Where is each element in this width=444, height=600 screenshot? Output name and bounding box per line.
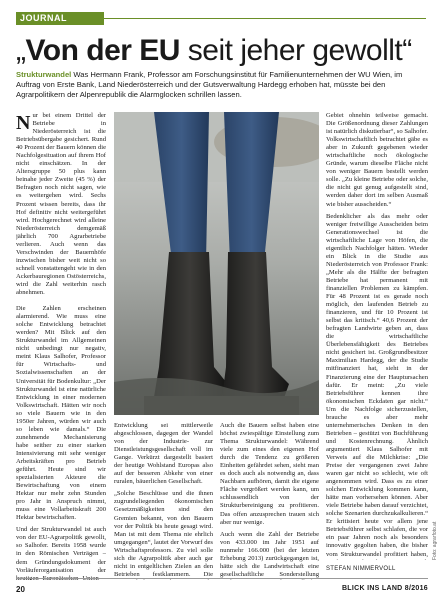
column-1-paragraph-3: Und der Strukturwandel ist auch von der EU-Agrarpolitik gewollt, so Salhofer. Bereits 1958 wurde in den Römischen Verträgen – dem Gründungsdokument der Vorläuferorganisation der — [16, 526, 106, 574]
lead-text: Was Hermann Frank, Professor am Forschungsinstitut für Familienunternehmen der WU Wien, im Auftrag von Erste Bank, Land Niederösterreich und der Gutsverwaltung Hardegg erhoben hat, müsste bei den Agrarpolitikern der Alpenrepublik die Alarmglocken schrillen lassen. — [16, 70, 403, 99]
page-number: 20 — [16, 585, 25, 594]
photo-credit: Foto: agrarfoto.at — [432, 521, 438, 560]
column-1-paragraph-1-text: ur bei einem Drittel der Betriebe in Niederösterreich ist die Betriebsübergabe gesichert. Rund 40 Prozent der Bauern können die Nachfolgesituation auf ihrem Hof nicht einschätzen. In der Altersgruppe 50 plus kann beinahe jeder Zweite (45 %) der Befragten noch nicht sagen, wie es weitergehen wird. Sechs Prozent wissen bereits, dass ihr Hof definitiv nicht weitergeführt wird. Hochgerechnet wird alleine Niederösterreich demgemäß jährlich 700 Agrarbetriebe verlieren. Auch wenn das Verschwinden der Bauernhöfe inzwischen bisher weit nicht so schnell vonstattengeht wie in den Ackerbauregionen Ostösterreichs, wird die Zahl weiterhin rasch abnehmen. — [16, 112, 106, 297]
article-column-3 — [220, 422, 319, 580]
column-1-paragraph-1 — [16, 112, 106, 297]
drop-cap: N — [16, 112, 31, 134]
column-3-paragraph-1: Auch die Bauern selbst haben eine höchst zwiespältige Einstellung zum Thema Strukturwandel: Während viele zum eines den eigenen Hof durch die Tendenz zu größeren Einheiten gefährdet sehen, sieht man es doch auch als notwendig an, dass Nachbarn aufhören, damit die eigene Fläche vergrößert werden kann, um schlussendlich von der Strukturbereinigung zu profitieren. Das offen anzusprechen trauen sich aber nur wenige. — [220, 422, 319, 526]
lead-kicker: Strukturwandel — [16, 70, 72, 79]
column-2-paragraph-1: Entwicklung sei mittlerweile abgeschlossen, dagegen der Wandel von der Industrie- zur Dienstleistungsgesellschaft voll im Gange. Verkürzt dargestellt basiert der heutige Wohlstand Europas also auf der besseren Abkehr von einer ruralen, bäuerlichen Gesellschaft. — [114, 422, 213, 486]
column-4-paragraph-2: Bedenklicher als das mehr oder weniger freiwillige Ausscheiden beim Generationswechsel ist die wirtschaftliche Lage von Höfen, die eigentlich Nachfolger hätten. Wieder ein Blick in die Studie aus Niederösterreich von Professor Frank: „Mehr als die Hälfte der befragten Betriebe hat permanent mit finanziellen Problemen zu kämpfen. Für 48 Prozent ist es gerade noch möglich, den laufenden Betrieb zu finanzieren, und für 10 Prozent ist selbst das kritisch.“ 40,6 Prozent der befragten Landwirte geben an, dass die wirtschaftliche Überlebensfähigkeit des Betriebes nicht gesichert ist. Großgrundbesitzer Maximilian Hardegg, der die Studie mitfinanziert hat, sieht in der Finanzierung eine der Hauptursachen dafür. Er meint: „Zu viele Betriebsführer kennen ihre ökonomischen Eckdaten gar nicht.“ Um die Nachfolge sicherzustellen, brauche es aber mehr unternehmerisches Denken in den Betrieben – gestützt von Buchführung und Kostenrechnung. Ähnlich argumentiert Klaus Salhofer mit Verweis auf die Milchkrise: „Die Preise der vergangenen zwei Jahre waren gar nicht so schlecht, wie oft angenommen wird. Dass es zu einer solchen Entwicklung kommen kann, hätte man vorhersehen können. Aber viele Betriebe haben darauf verzichtet, solche Szenarien durchzukalkulieren.“ Er kritisiert heute vor allem jene Betriebsführer selbst schlafen, die vor ein paar Jahren noch als besonders innovativ gegolten haben, die bisher vom Strukturwandel profitiert haben, — [326, 212, 428, 558]
headline-bold: Von der EU — [25, 34, 180, 67]
footer-divider — [16, 578, 428, 579]
article-column-2 — [114, 422, 213, 580]
headline — [16, 34, 426, 68]
magazine-issue: BLICK INS LAND 8/2016 — [341, 585, 428, 592]
headline-regular: seit jeher gewollt“ — [179, 34, 412, 67]
column-1-paragraph-2: Die Zahlen erscheinen alarmierend. Wie muss eine solche Entwicklung betrachtet werden? Mit Blick auf den Strukturwandel im Allgemeinen nicht unbedingt nur negativ, meint Klaus Salhofer, Professor für Wirtschafts- und Sozialwissenschaften an der Universität für Bodenkultur: „Der Strukturwandel ist eine natürliche Entwicklung in einer modernen Volkswirtschaft. Hätten wir noch so viele Bauern wie in den 1950er Jahren, würden wir auch so leben wie damals.“ Die zunehmende Mechanisierung habe seither zu einer starken Intensivierung mit sehr weniger Arbeitskräften pro Betrieb geführt. Heute sind wir spezialisierten Akteure die Bewirtschaftung von einem Hektar nur mehr zehn Stunden pro Jahr in Anspruch nimmt, muss eine Vollarbeitskraft 200 Hektar bewirtschaften. — [16, 305, 106, 522]
column-3-paragraph-2: Auch wenn die Zahl der Betriebe von 433.000 im Jahr 1951 auf nunmehr 166.000 (bei der letzten Erhebung 2013) zurückgegangen ist, hätte sich die Landwirtschaft eine gesellschaftliche Sonderstellung — [220, 530, 319, 578]
lead-paragraph — [16, 70, 426, 100]
article-photo-boots — [114, 112, 319, 415]
headline-quote-open: „ — [16, 34, 26, 67]
column-2-paragraph-2: „Solche Beschlüsse und die ihnen zugrundeliegenden ökonomischen Gesetzmäßigkeiten sind den Gremien bekannt, von den Bauern vor der Politik bis heute gesagt wird. Man ist mit dem Thema nie ehrlich umgegangen“, lautet der Vorwurf des Wirtschaftsprofessors. Zu viel solle sich die Agrarpolitik aber auch gar nicht in entgeltlichen Zielen an den Betrieben festklammern. Die — [114, 490, 213, 578]
column-4-paragraph-1: Gebiet ohnehin teilweise gemacht. Die Größenordnung dieser Zahlungen ist natürlich diskutierbar“, so Salhofer. Volkswirtschaftlich betrachtet gäbe es aber in Zukunft gegebenen wieder wirtschaftliche noch ökologische Gründe, warum dieselbe Fläche nicht von weniger Bauern bestellt werden solle. „Zu kleine Betriebe oder solche, die nicht gut genug aufgestellt sind, werden daher dort im selben Ausmaß wie bisher ausscheiden.“ — [326, 112, 428, 208]
section-label: JOURNAL — [16, 12, 104, 25]
section-divider — [104, 18, 426, 19]
article-column-1 — [16, 112, 106, 580]
article-column-4 — [326, 112, 428, 560]
author-signature: STEFAN NIMMERVOLL — [326, 566, 396, 572]
